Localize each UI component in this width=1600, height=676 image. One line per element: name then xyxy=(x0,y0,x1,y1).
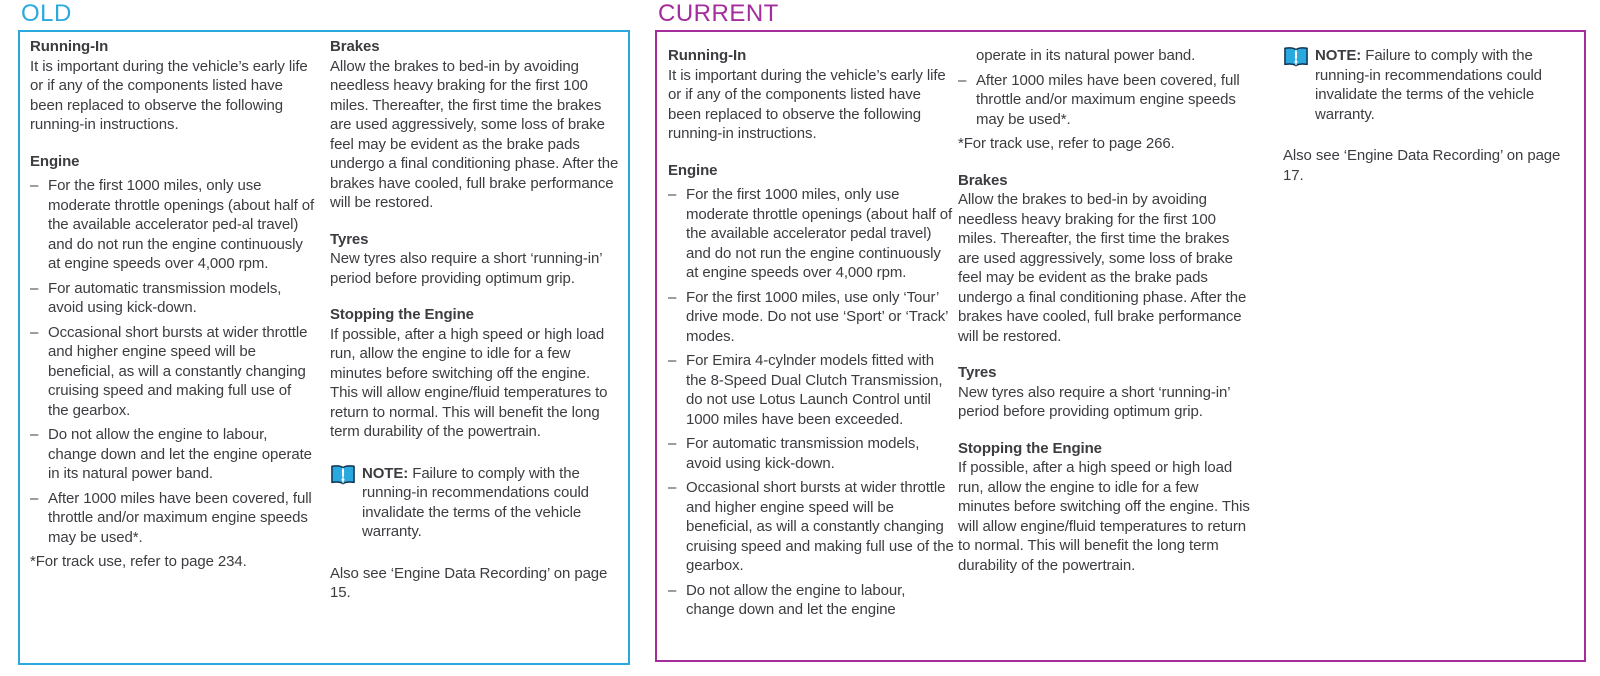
bullet-marker: – xyxy=(668,581,677,599)
bullet-text: For the first 1000 miles, only use moderate throttle openings (about half of the available accelerator ped-al travel) and do not run the engine continuously at engine speeds over 4,000 rpm. xyxy=(48,177,315,272)
note-text xyxy=(1315,46,1577,124)
also-see-paragraph: Also see ‘Engine Data Recording’ on page 17. xyxy=(1283,147,1561,184)
bullet-marker: – xyxy=(668,352,677,369)
brakes-heading: Brakes xyxy=(958,171,1008,189)
running-in-paragraph: It is important during the vehicle’s early life or if any of the components listed have been replaced to observe the following running-in instructions. xyxy=(30,57,308,133)
bullet-marker: – xyxy=(668,479,677,496)
list-item xyxy=(30,425,315,484)
bullet-text: Do not allow the engine to labour, change down and let the engine xyxy=(686,581,906,618)
bullet-text: For Emira 4-cylnder models fitted with the 8-Speed Dual Clutch Transmission, do not use Lotus Launch Control until 1000 miles have been exceeded. xyxy=(686,352,943,428)
bullet-marker: – xyxy=(30,323,39,341)
engine-heading: Engine xyxy=(30,152,80,170)
bullet-continuation-text: operate in its natural power band. xyxy=(976,47,1196,64)
note-label: NOTE: xyxy=(1315,47,1362,64)
bullet-text: After 1000 miles have been covered, full throttle and/or maximum engine speeds may be used*. xyxy=(976,71,1240,128)
current-column-1 xyxy=(668,46,956,620)
list-item xyxy=(30,323,315,421)
old-column-2 xyxy=(330,37,621,603)
list-item xyxy=(30,489,315,548)
note-book-icon xyxy=(1283,46,1309,68)
bullet-text: After 1000 miles have been covered, full throttle and/or maximum engine speeds may be used*. xyxy=(48,489,312,546)
list-item xyxy=(668,581,956,620)
bullet-text: For automatic transmission models, avoid using kick-down. xyxy=(686,435,920,472)
bullet-marker: – xyxy=(30,489,39,507)
note-label: NOTE: xyxy=(362,464,409,482)
bullet-text: Do not allow the engine to labour, change down and let the engine operate in its natural power band. xyxy=(48,426,312,482)
tyres-paragraph: New tyres also require a short ‘running-in’ period before providing optimum grip. xyxy=(958,383,1230,420)
bullet-marker: – xyxy=(668,186,677,203)
tyres-paragraph: New tyres also require a short ‘running-in’ period before providing optimum grip. xyxy=(330,250,602,287)
current-column-3 xyxy=(1283,46,1577,185)
note-text xyxy=(362,464,621,542)
old-column-1 xyxy=(30,37,315,572)
note-block xyxy=(1283,46,1577,124)
stopping-engine-paragraph: If possible, after a high speed or high load run, allow the engine to idle for a few minutes before switching off the engine. This will allow engine/fluid temperatures to return to normal. This will benefit the long term durability of the powertrain. xyxy=(330,325,608,440)
note-body: Failure to comply with the running-in recommendations could invalidate the terms of the vehicle warranty. xyxy=(1315,47,1542,123)
bullet-marker: – xyxy=(30,177,39,194)
old-section-label: OLD xyxy=(21,0,72,27)
stopping-engine-heading: Stopping the Engine xyxy=(330,306,474,323)
list-item xyxy=(958,71,1252,130)
also-see-paragraph: Also see ‘Engine Data Recording’ on page 15. xyxy=(330,564,608,601)
brakes-paragraph: Allow the brakes to bed-in by avoiding needless heavy braking for the first 100 miles. Thereafter, the first time the brakes are used aggressively, some loss of brake feel may be evident as the brake pads undergo a final conditioning phase. After the brakes have cooled, full brake performance will be restored. xyxy=(330,57,619,211)
bullet-marker: – xyxy=(668,288,677,306)
list-item xyxy=(668,478,956,576)
stopping-engine-paragraph: If possible, after a high speed or high load run, allow the engine to idle for a few minutes before switching off the engine. This will allow engine/fluid temperatures to return to normal. This will benefit the long term durability of the powertrain. xyxy=(958,459,1250,574)
bullet-text: For the first 1000 miles, use only ‘Tour’ drive mode. Do not use ‘Sport’ or ‘Track’ modes. xyxy=(686,288,948,345)
list-item xyxy=(668,434,956,473)
bullet-text: Occasional short bursts at wider throttle and higher engine speed will be beneficial, as will a constantly changing cruising speed and making full use of the gearbox. xyxy=(48,323,308,419)
running-in-paragraph: It is important during the vehicle’s early life or if any of the components listed have been replaced to observe the following running-in instructions. xyxy=(668,66,946,142)
track-use-footnote: *For track use, refer to page 234. xyxy=(30,553,247,570)
brakes-paragraph: Allow the brakes to bed-in by avoiding needless heavy braking for the first 100 miles. Thereafter, the first time the brakes are used aggressively, some loss of brake feel may be evident as the brake pads undergo a final conditioning phase. After the brakes have cooled, full brake performance will be restored. xyxy=(958,191,1247,345)
tyres-heading: Tyres xyxy=(330,230,369,248)
note-block xyxy=(330,464,621,542)
list-item xyxy=(668,288,956,347)
track-use-footnote: *For track use, refer to page 266. xyxy=(958,135,1175,152)
note-book-icon xyxy=(330,464,356,486)
bullet-marker: – xyxy=(958,71,967,89)
bullet-marker: – xyxy=(30,279,39,297)
note-body: Failure to comply with the running-in recommendations could invalidate the terms of the vehicle warranty. xyxy=(362,464,589,540)
list-item xyxy=(668,351,956,429)
running-in-heading: Running-In xyxy=(668,47,747,64)
engine-heading: Engine xyxy=(668,161,718,179)
list-item xyxy=(30,279,315,318)
list-item xyxy=(668,185,956,283)
bullet-marker: – xyxy=(668,435,677,452)
bullet-text: For automatic transmission models, avoid using kick-down. xyxy=(48,279,282,316)
brakes-heading: Brakes xyxy=(330,38,380,55)
stopping-engine-heading: Stopping the Engine xyxy=(958,439,1102,457)
bullet-text: Occasional short bursts at wider throttle and higher engine speed will be beneficial, as will a constantly changing cruising speed and making full use of the gearbox. xyxy=(686,479,954,574)
current-column-2 xyxy=(958,46,1252,575)
bullet-marker: – xyxy=(30,426,39,443)
current-section-label: CURRENT xyxy=(658,0,779,27)
running-in-heading: Running-In xyxy=(30,38,109,55)
tyres-heading: Tyres xyxy=(958,364,997,381)
bullet-text: For the first 1000 miles, only use moderate throttle openings (about half of the available accelerator pedal travel) and do not run the engine continuously at engine speeds over 4,000 rpm. xyxy=(686,186,953,281)
list-item xyxy=(30,176,315,274)
